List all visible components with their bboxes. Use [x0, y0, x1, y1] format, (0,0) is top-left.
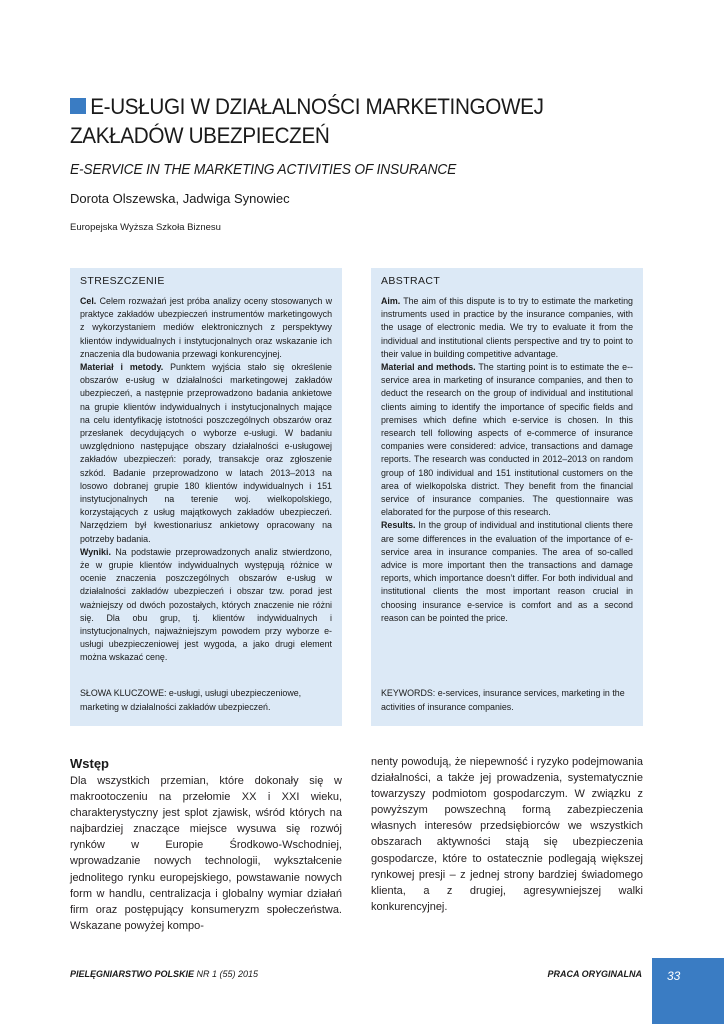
- streszczenie-metody: [80, 361, 332, 546]
- page-number-tab: [652, 958, 724, 1024]
- abstract-heading: ABSTRACT: [381, 275, 441, 287]
- cel-label: Cel.: [80, 296, 97, 306]
- streszczenie-text: [80, 295, 332, 665]
- abstract-methods: [381, 361, 633, 519]
- metody-label: Materiał i metody.: [80, 362, 164, 373]
- journal-issue: NR 1 (55) 2015: [194, 969, 259, 979]
- abstract-results: [381, 519, 633, 625]
- affiliation: Europejska Wyższa Szkoła Biznesu: [70, 222, 221, 233]
- footer-journal: [70, 969, 258, 979]
- streszczenie-heading: STRESZCZENIE: [80, 275, 165, 287]
- abstract-text: [381, 295, 633, 625]
- article-subtitle: E-SERVICE IN THE MARKETING ACTIVITIES OF INSURANCE: [70, 161, 457, 178]
- streszczenie-wyniki: [80, 546, 332, 665]
- page-number: 33: [667, 969, 681, 983]
- streszczenie-keywords: SŁOWA KLUCZOWE: e-usługi, usługi ubezpieczeniowe, marketing w działalności zakładów ubezpieczeń.: [80, 688, 302, 712]
- article-title-block: [70, 92, 670, 150]
- body-column-right: [371, 754, 643, 915]
- methods-label: Material and methods.: [381, 362, 476, 373]
- cel-text: Celem rozważań jest próba analizy oceny stosowanych w praktyce zakładów ubezpieczeń instrumentów marketingowych z wykorzystaniem mediów elektronicznych z perspektywy klientów indywidualnych i instytucjonalnych oraz wskazanie ich znaczenia dla budowania przewagi konkurencyjnej.: [80, 296, 332, 359]
- abstract-keywords: KEYWORDS: e-services, insurance services, marketing in the activities of insurance companies.: [381, 688, 625, 712]
- metody-text: Punktem wyjścia stało się określenie obszarów e-usług w działalności marketingowej zakładów ubezpieczeń, a następnie przeprowadzono badania ankietowe na grupie klientów indywidualnych i instytucjonalnych mające na celu identyfikację istotności poszczególnych obszarów oraz przesłanek decydujących o wyborze e-usługi. W badaniu uwzględniono następujące obszary działalności e-usługowej zakładów ubezpieczeń: porady, transakcje oraz zgłoszenie szkód. Badanie przeprowadzono w latach 2013–2013 na losowo dobranej grupie 180 klientów indywidualnych i 151 instytucjonalnych na terenie woj. wielkopolskiego, korzystających z usług majątkowych zakładów ubezpieczeń. Narzędziem był kwestionariusz ankietowy opracowany na potrzeby badania.: [80, 362, 332, 544]
- title-line-2: ZAKŁADÓW UBEZPIECZEŃ: [70, 123, 330, 148]
- streszczenie-box: [70, 268, 342, 726]
- results-text: In the group of individual and institutional clients there are some differences in the evaluation of the importance of e-service area in insurance companies. The area of so-called advice is more important then the transactions and damage reports, which importance doesn’t differ. For both individual and institutional clients the most important reason crucial in choosing insurance e-service is comfort and as a second reason can be pointed the price.: [381, 520, 633, 623]
- authors: Dorota Olszewska, Jadwiga Synowiec: [70, 191, 290, 206]
- journal-name: PIELĘGNIARSTWO POLSKIE: [70, 969, 195, 979]
- wyniki-label: Wyniki.: [80, 546, 111, 557]
- title-line-1: E-USŁUGI W DZIAŁALNOŚCI MARKETINGOWEJ: [90, 94, 544, 119]
- footer-article-type: PRACA ORYGINALNA: [547, 969, 642, 979]
- aim-text: The aim of this dispute is to try to estimate the marketing instruments used in practice by the insurance companies, with the usage of electronic media. We try to evaluate it from the individual and institutional clients perspective and try to point to their value in building competitive advantage.: [381, 296, 633, 359]
- body-paragraph-left: Dla wszystkich przemian, które dokonały się w makrootoczeniu na przełomie XX i XXI wieku, charakterystyczny jest splot zjawisk, wśród których na najbardziej znaczące miejsce wysuwa się rozwój rynków w Europie Środkowo-Wschodniej, wprowadzanie nowych technologii, wykształcenie jednolitego rynku europejskiego, powstawanie nowych form w handlu, centralizacja i globalny wymiar działań firm oraz postępujący konsumeryzm społeczeństwa. Wskazane powyżej kompo-: [70, 775, 342, 932]
- wyniki-text: Na podstawie przeprowadzonych analiz stwierdzono, że w grupie klientów indywidualnych występują różnice w ocenie znaczenia poszczególnych obszarów e-usług w działalności zakładów ubezpieczeń i obszar tzw. porad jest ważniejszy od dwóch pozostałych, których znaczenie nie różni się. Dla obu grup, tj. klientów indywidualnych i instytucjonalnych, najważniejszym powodem przy wyborze e-usługi ubezpieczeniowej jest wygoda, a jako drugi element można wskazać cenę.: [80, 546, 332, 663]
- body-paragraph-right: nenty powodują, że niepewność i ryzyko podejmowania działalności, a także jej prowadzenia, systematycznie towarzyszy podmiotom gospodarczym. W związku z powyższym powszechną formą zabezpieczenia własnych interesów przedsiębiorców we wszystkich obszarach aktywności stają się ubezpieczenia gospodarcze, które to ostatecznie podlegają większej rynkowej presji – z jednej strony bardziej świadomego klienta, a z drugiej, agresywniejszej walki konkurencyjnej.: [371, 756, 643, 913]
- article-title: [70, 92, 661, 150]
- abstract-aim: [381, 295, 633, 361]
- section-heading-wstep: Wstęp: [70, 756, 109, 771]
- abstract-box: [371, 268, 643, 726]
- methods-text: The starting point is to estimate the e--service area in marketing of insurance companies, and then to deduct the research on the group of individual and institutional clients aiming to identify the importance of specific fields and premises which define which e-service is chosen. In this research tell following aspects of e-commerce of insurance companies were considered: advice, transactions and damage reports. The research was conducted in 2012–2013 on random group of 180 individual and 151 institutional customers on the area of wielkopolska district. They benefit from the financial service of insurance companies. The questionnaire was elaborated for the purpose of this research.: [381, 362, 633, 518]
- streszczenie-cel: [80, 295, 332, 361]
- results-label: Results.: [381, 520, 416, 531]
- aim-label: Aim.: [381, 296, 401, 306]
- body-column-left: [70, 773, 342, 934]
